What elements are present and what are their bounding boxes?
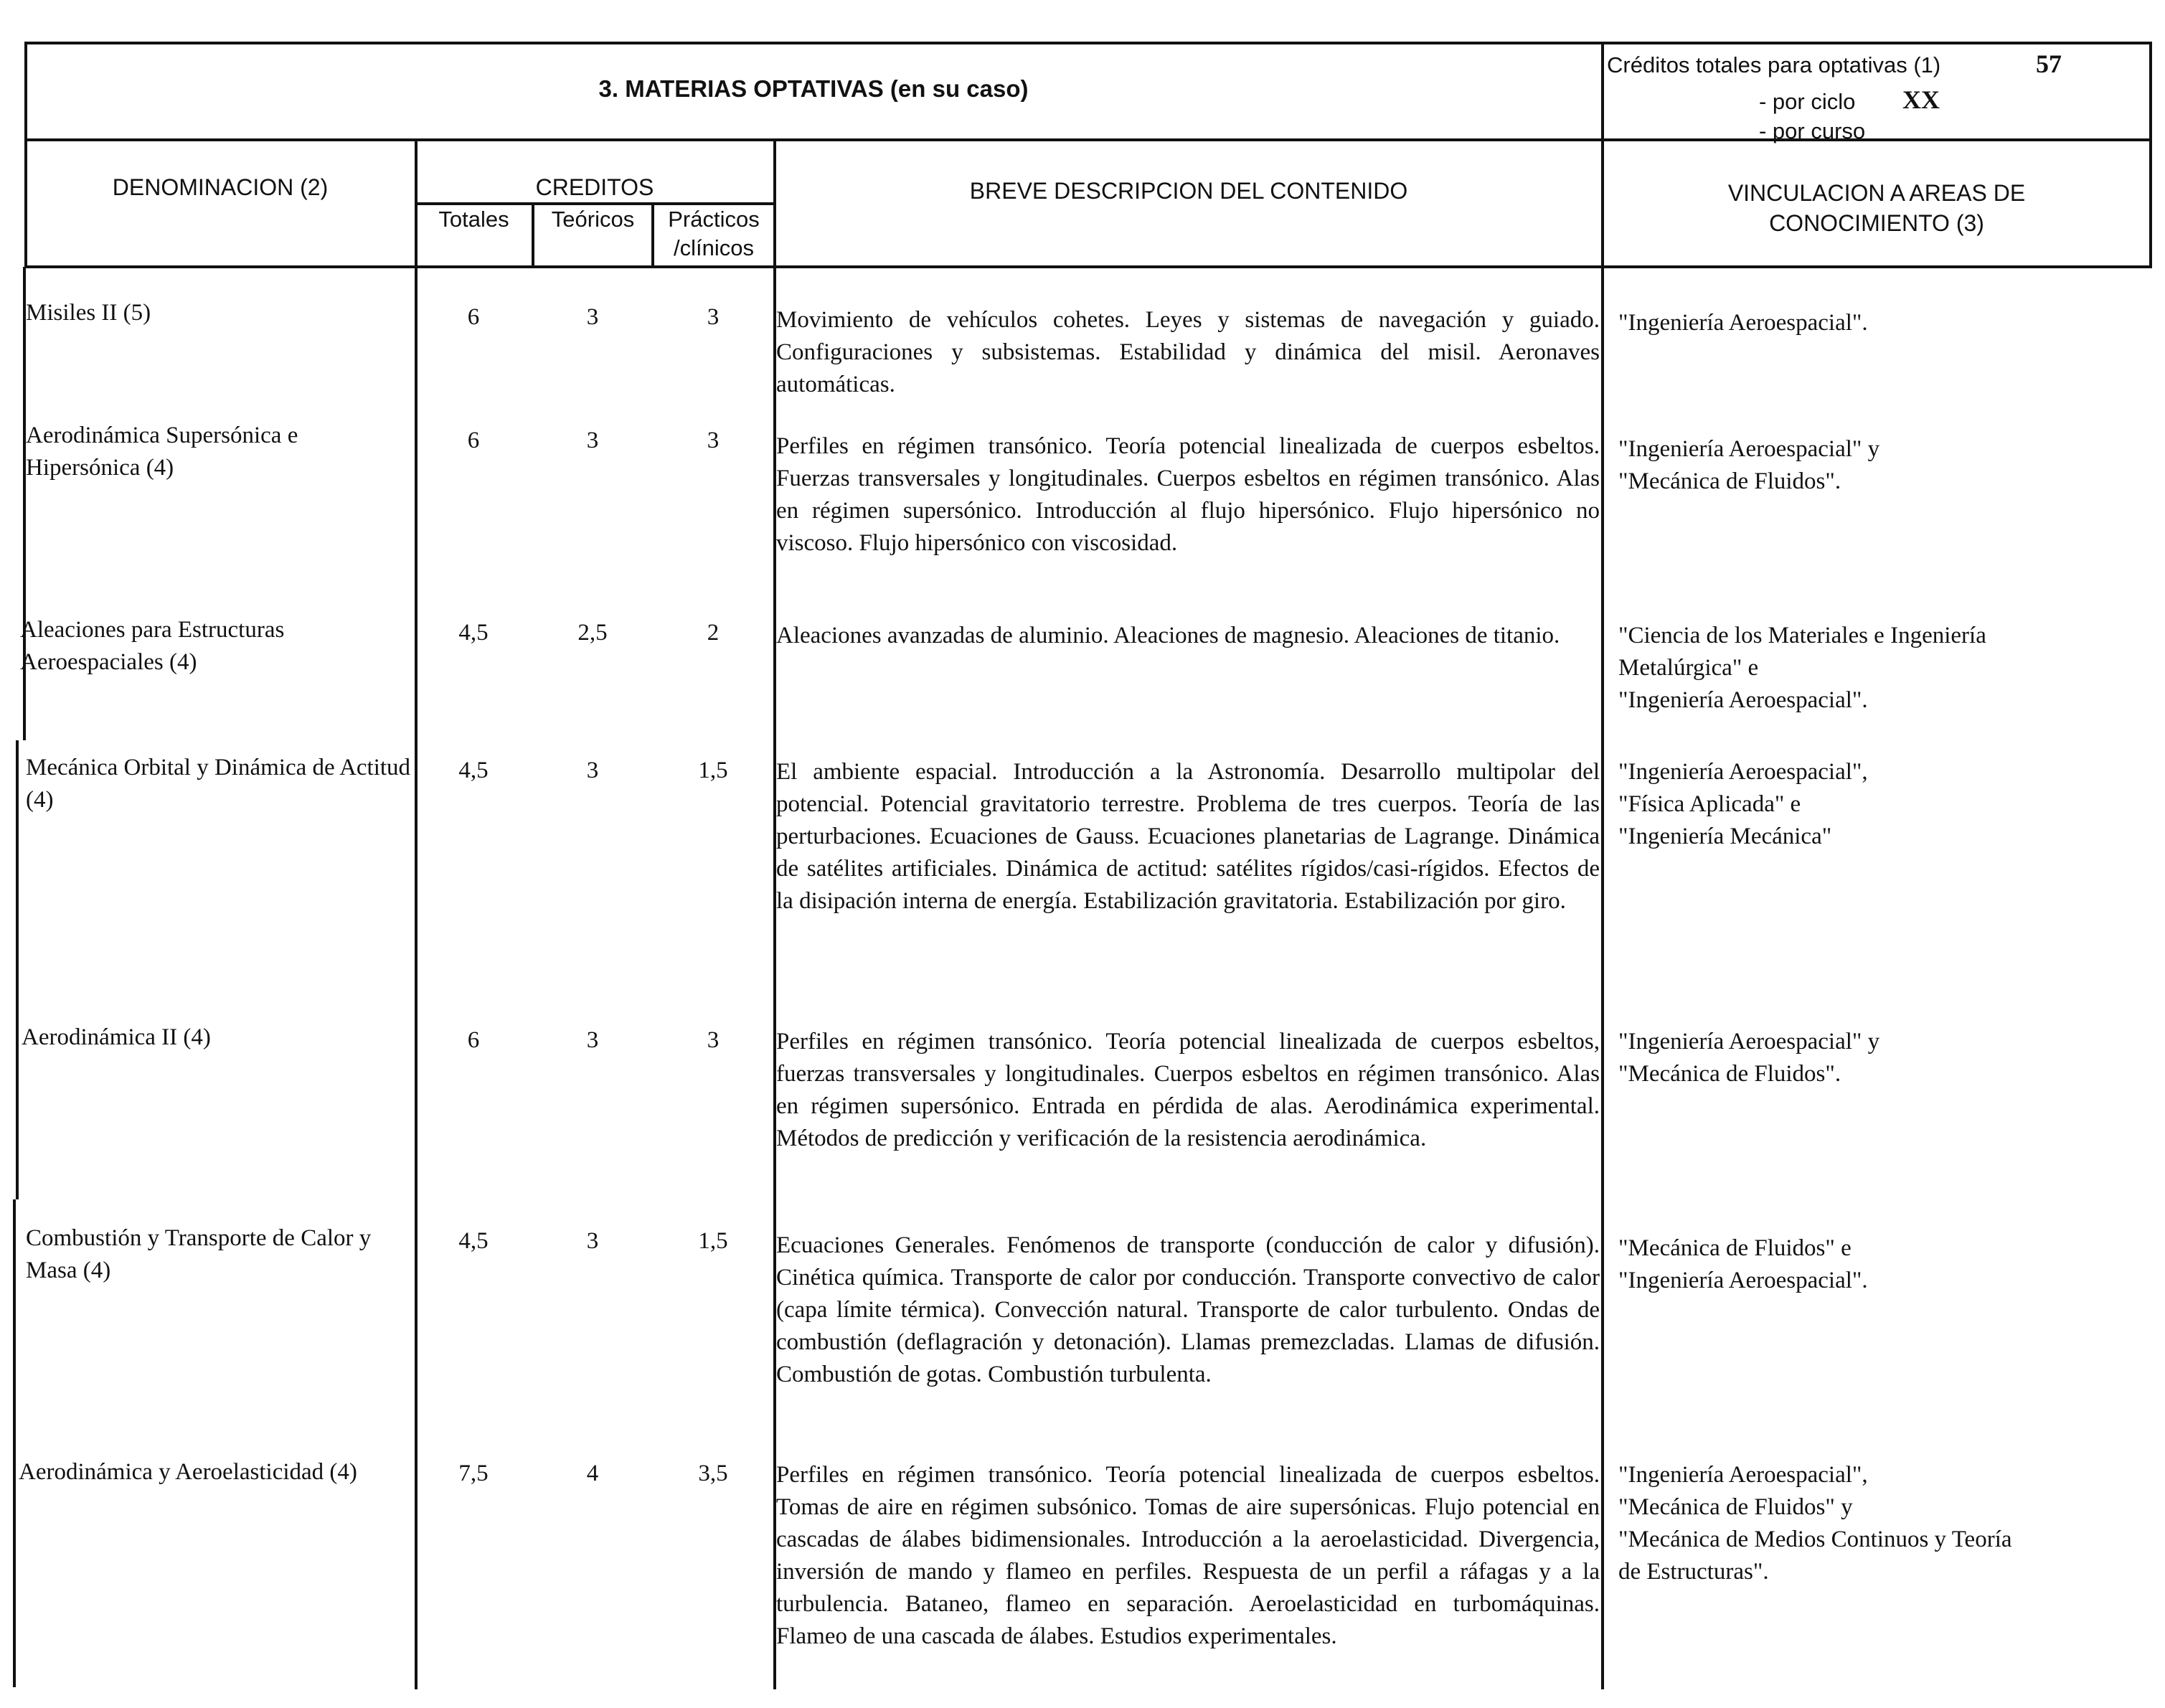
knowledge-areas: "Ingeniería Aeroespacial", "Física Aplicada" e "Ingeniería Mecánica"	[1618, 759, 1868, 849]
description: Aleaciones avanzadas de aluminio. Aleaciones de magnesio. Aleaciones de titanio.	[776, 623, 1560, 648]
col-totales: Totales	[438, 207, 509, 232]
total-credits-label: Créditos totales para optativas (1)	[1607, 52, 1941, 77]
col-divider-desc	[1601, 42, 1604, 1689]
left-border-body-3	[13, 1199, 16, 1687]
credits-practice: 1,5	[698, 1228, 728, 1254]
col-creditos: CREDITOS	[535, 174, 654, 200]
per-cycle-value: XX	[1902, 85, 1940, 114]
subject-name: Misiles II (5)	[26, 300, 151, 326]
knowledge-areas: "Ingeniería Aeroespacial", "Mecánica de Fluidos" y "Mecánica de Medios Continuos y Teoría de Estructuras".	[1618, 1462, 2012, 1585]
credits-total: 7,5	[458, 1461, 489, 1486]
subject-name: Aerodinámica II (4)	[22, 1024, 211, 1050]
subject-name: Aleaciones para Estructuras Aeroespaciales (4)	[20, 617, 285, 675]
right-border	[2149, 42, 2152, 267]
credits-total: 4,5	[458, 1228, 489, 1254]
credits-total: 6	[467, 1027, 480, 1053]
subject-name: Combustión y Transporte de Calor y Masa (4)	[26, 1225, 372, 1283]
description: Ecuaciones Generales. Fenómenos de transporte (conducción de calor y difusión). Cinética química. Transporte de calor por conducción. Transporte convectivo de calor (capa límite térmica). Convección natural. Transporte de calor turbulento. Ondas de combustión (deflagración y detonación). Llamas premezcladas. Llamas de difusión. Combustión de gotas. Combustión turbulenta.	[776, 1232, 1600, 1387]
subject-name: Aerodinámica Supersónica e Hipersónica (4)	[26, 423, 298, 481]
col-denominacion: DENOMINACION (2)	[112, 174, 329, 200]
col-vinculacion	[1604, 178, 2149, 238]
credits-practice: 3	[707, 1027, 720, 1053]
col-vinculacion-line1: VINCULACION A AREAS DE	[1727, 180, 2026, 206]
col-teoricos: Teóricos	[551, 207, 635, 232]
description: Perfiles en régimen transónico. Teoría potencial linealizada de cuerpos esbeltos. Fuerzas transversales y longitudinales. Cuerpos esbeltos en régimen transónico. Alas en régimen supersónico. Introducción al flujo hipersónico. Flujo hipersónico no viscoso. Flujo hipersónico con viscosidad.	[776, 433, 1600, 556]
description: Movimiento de vehículos cohetes. Leyes y sistemas de navegación y guiado. Configuraciones y subsistemas. Estabilidad y dinámica del misil. Aeronaves automáticas.	[776, 307, 1600, 397]
left-border-body-2	[16, 740, 19, 1199]
credits-practice: 2	[707, 620, 720, 646]
credits-theory: 3	[586, 428, 599, 453]
credits-total: 6	[467, 304, 480, 330]
header-divider	[24, 265, 2152, 268]
per-cycle-label: - por ciclo	[1759, 89, 1856, 114]
credits-practice: 3	[707, 428, 720, 453]
credits-total: 6	[467, 428, 480, 453]
description: El ambiente espacial. Introducción a la Astronomía. Desarrollo multipolar del potencial. Potencial gravitatorio terrestre. Problema de tres cuerpos. Teoría de las perturbaciones. Ecuaciones de Gauss. Ecuaciones planetarias de Lagrange. Dinámica de satélites artificiales. Dinámica de actitud: satélites rígidos/casi-rígidos. Efectos de la disipación interna de energía. Estabilización gravitatoria. Estabilización por giro.	[776, 759, 1600, 914]
col-descripcion: BREVE DESCRIPCION DEL CONTENIDO	[969, 178, 1408, 204]
credits-theory: 3	[586, 1228, 599, 1254]
per-course-label: - por curso	[1759, 118, 1866, 143]
credits-total: 4,5	[458, 758, 489, 783]
top-border	[24, 42, 2152, 44]
credits-theory: 3	[586, 758, 599, 783]
knowledge-areas: "Ingeniería Aeroespacial".	[1618, 310, 1868, 336]
total-credits-value: 57	[2036, 49, 2062, 78]
knowledge-areas: "Ingeniería Aeroespacial" y "Mecánica de Fluidos".	[1618, 436, 1880, 494]
subject-name: Mecánica Orbital y Dinámica de Actitud (4)	[26, 755, 411, 813]
col-divider-name	[415, 140, 418, 1689]
credits-practice: 1,5	[698, 758, 728, 783]
credits-theory: 3	[586, 1027, 599, 1053]
credits-practice: 3	[707, 304, 720, 330]
description: Perfiles en régimen transónico. Teoría potencial linealizada de cuerpos esbeltos. Tomas de aire en régimen subsónico. Tomas de aire supersónicas. Flujo potencial en cascadas de álabes bidimensionales. Introducción a la aeroelasticidad. Divergencia, inversión de mando y flameo en perfiles. Respuesta de un perfil a ráfagas y a la turbulencia. Bataneo, flameo en separación. Aeroelasticidad en turbomáquinas. Flameo de una cascada de álabes. Estudios experimentales.	[776, 1462, 1600, 1649]
section-title: 3. MATERIAS OPTATIVAS (en su caso)	[598, 75, 1029, 102]
col-vinculacion-line2: CONOCIMIENTO (3)	[1769, 210, 1984, 236]
credits-theory: 3	[586, 304, 599, 330]
col-practicos	[654, 205, 773, 263]
col-practicos-line1: Prácticos	[668, 207, 760, 232]
description: Perfiles en régimen transónico. Teoría potencial linealizada de cuerpos esbeltos, fuerzas transversales y longitudinales. Cuerpos esbeltos en régimen transónico. Alas en régimen supersónico. Entrada en pérdida de alas. Aerodinámica experimental. Métodos de predicción y verificación de la resistencia aerodinámica.	[776, 1029, 1600, 1151]
knowledge-areas: "Ingeniería Aeroespacial" y "Mecánica de Fluidos".	[1618, 1029, 1880, 1087]
subject-name: Aerodinámica y Aeroelasticidad (4)	[19, 1459, 357, 1485]
credits-theory: 2,5	[577, 620, 608, 646]
credits-theory: 4	[586, 1461, 599, 1486]
knowledge-areas: "Ciencia de los Materiales e Ingeniería Metalúrgica" e "Ingeniería Aeroespacial".	[1618, 623, 1986, 713]
knowledge-areas: "Mecánica de Fluidos" e "Ingeniería Aeroespacial".	[1618, 1235, 1868, 1293]
credits-total: 4,5	[458, 620, 489, 646]
col-practicos-line2: /clínicos	[674, 235, 754, 260]
credits-practice: 3,5	[698, 1461, 728, 1486]
